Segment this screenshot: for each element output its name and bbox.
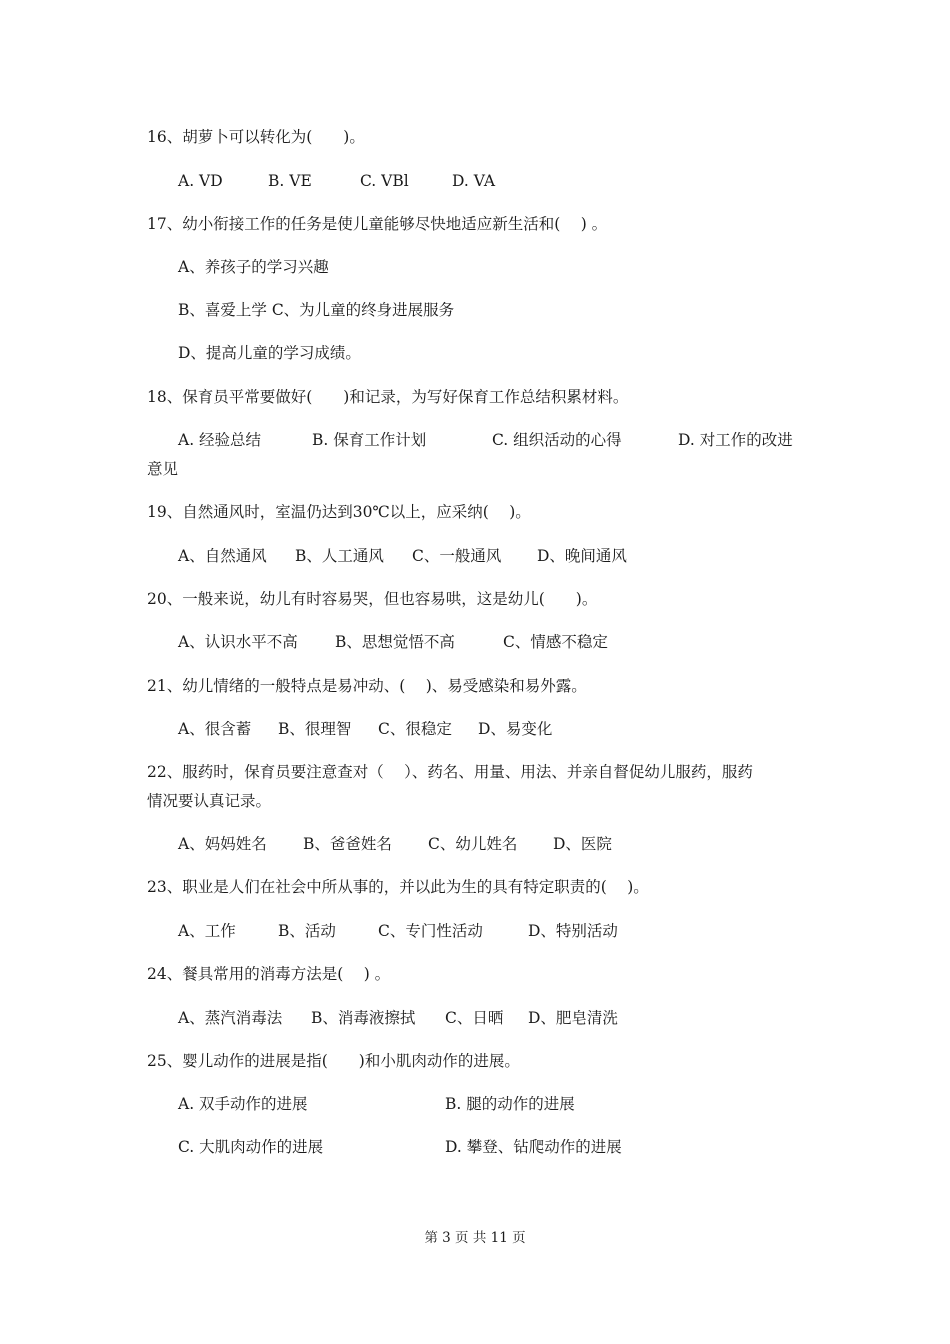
q25-option-b: B. 腿的动作的进展	[445, 1095, 575, 1113]
q17-option-d: D、提高儿童的学习成绩。	[178, 344, 361, 362]
q21-option-d: D、易变化	[478, 720, 553, 738]
question-16: 16、胡萝卜可以转化为( )。	[147, 128, 365, 146]
q25-option-c: C. 大肌肉动作的进展	[178, 1138, 324, 1156]
q19-option-d: D、晚间通风	[537, 547, 627, 565]
q16-option-d: D. VA	[452, 172, 496, 190]
page-footer: 第 3 页 共 11 页	[424, 1230, 526, 1246]
question-22: 22、服药时，保育员要注意查对（ ）、药名、用量、用法、并亲自督促幼儿服药，服药	[147, 763, 753, 781]
q17-option-bc: B、喜爱上学 C、为儿童的终身进展服务	[178, 301, 455, 319]
q21-option-a: A、很含蓄	[178, 720, 252, 738]
question-24: 24、餐具常用的消毒方法是( ) 。	[147, 965, 391, 983]
q22-option-d: D、医院	[553, 835, 612, 853]
q22-option-b: B、爸爸姓名	[303, 835, 392, 853]
q19-option-b: B、人工通风	[295, 547, 384, 565]
q16-option-b: B. VE	[268, 172, 312, 190]
question-21: 21、幼儿情绪的一般特点是易冲动、( )、易受感染和易外露。	[147, 677, 587, 695]
q19-option-a: A、自然通风	[178, 547, 267, 565]
q25-option-a: A. 双手动作的进展	[178, 1095, 308, 1113]
question-17: 17、幼小衔接工作的任务是使儿童能够尽快地适应新生活和( ) 。	[147, 215, 608, 233]
q24-option-a: A、蒸汽消毒法	[178, 1009, 283, 1027]
question-25: 25、婴儿动作的进展是指( )和小肌肉动作的进展。	[147, 1052, 520, 1070]
q24-option-c: C、日晒	[445, 1009, 504, 1027]
q23-option-a: A、工作	[178, 922, 236, 940]
q23-option-d: D、特别活动	[528, 922, 618, 940]
q22-option-a: A、妈妈姓名	[178, 835, 267, 853]
q24-option-d: D、肥皂清洗	[528, 1009, 618, 1027]
q18-option-a: A. 经验总结	[178, 431, 262, 449]
q23-option-c: C、专门性活动	[378, 922, 483, 940]
q16-option-c: C. VBl	[360, 172, 409, 190]
q16-option-a: A. VD	[178, 172, 223, 190]
q20-option-b: B、思想觉悟不高	[335, 633, 455, 651]
q24-option-b: B、消毒液擦拭	[311, 1009, 416, 1027]
q20-option-c: C、情感不稳定	[503, 633, 608, 651]
q18-option-b: B. 保育工作计划	[312, 431, 427, 449]
q17-option-a: A、养孩子的学习兴趣	[178, 258, 329, 276]
q21-option-c: C、很稳定	[378, 720, 452, 738]
q18-continuation: 意见	[147, 460, 179, 478]
q20-option-a: A、认识水平不高	[178, 633, 298, 651]
question-22-line-2: 情况要认真记录。	[147, 792, 272, 810]
question-19: 19、自然通风时，室温仍达到30℃以上，应采纳( )。	[147, 503, 531, 521]
question-18: 18、保育员平常要做好( )和记录，为写好保育工作总结积累材料。	[147, 388, 629, 406]
q18-option-d: D. 对工作的改进	[678, 431, 793, 449]
q25-option-d: D. 攀登、钻爬动作的进展	[445, 1138, 622, 1156]
q19-option-c: C、一般通风	[412, 547, 502, 565]
q21-option-b: B、很理智	[278, 720, 352, 738]
q22-option-c: C、幼儿姓名	[428, 835, 518, 853]
question-20: 20、一般来说，幼儿有时容易哭，但也容易哄，这是幼儿( )。	[147, 590, 598, 608]
q18-option-c: C. 组织活动的心得	[492, 431, 622, 449]
q23-option-b: B、活动	[278, 922, 336, 940]
question-23: 23、职业是人们在社会中所从事的，并以此为生的具有特定职责的( )。	[147, 878, 649, 896]
